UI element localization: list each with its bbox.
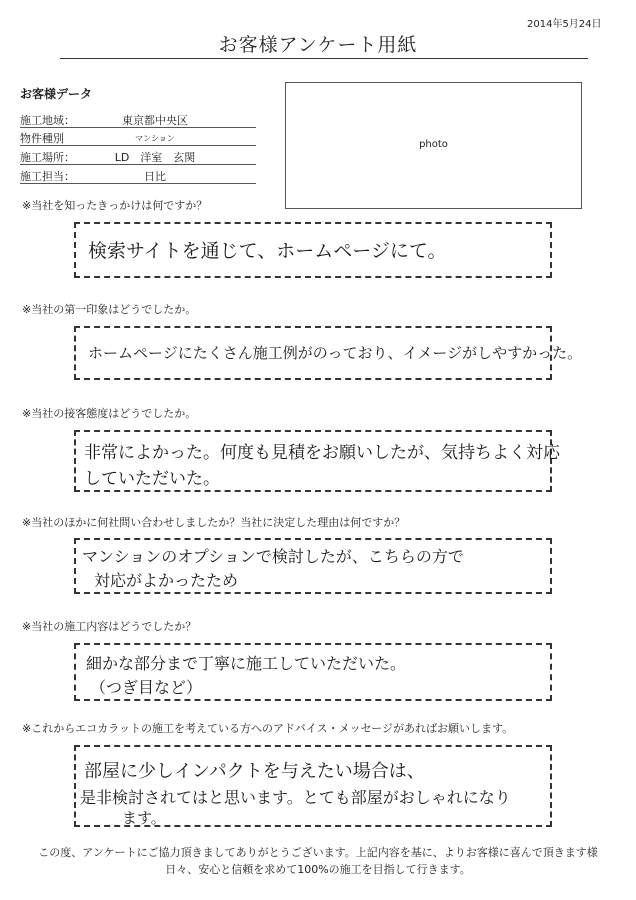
question-1: ※当社を知ったきっかけは何ですか？: [22, 199, 208, 212]
footer-line-2: 日々、安心と信頼を求めて100%の施工を目指して行きます。: [165, 863, 471, 876]
customer-data-heading: お客様データ: [20, 87, 93, 101]
row-divider: [20, 183, 256, 184]
question-2: ※当社の第一印象はどうでしたか。: [22, 303, 197, 316]
row-value-staff: 日比: [144, 170, 166, 183]
answer-3-line-1: 非常によかった。何度も見積をお願いしたが、気持ちよく対応: [84, 443, 560, 463]
answer-box-4: [74, 538, 552, 594]
photo-label: photo: [419, 139, 448, 150]
answer-box-3: [74, 430, 560, 492]
answer-5-line-1: 細かな部分まで丁寧に施工していただいた。: [86, 654, 407, 673]
question-6: ※これからエコカラットの施工を考えている方へのアドバイス・メッセージがあればお願いします。: [22, 722, 514, 735]
question-3: ※当社の接客態度はどうでしたか。: [22, 407, 197, 420]
row-divider: [20, 145, 256, 146]
answer-6-line-3: ます。: [122, 809, 166, 827]
row-divider: [20, 164, 256, 165]
row-label-area: 施工地域：: [20, 114, 75, 127]
page-title: お客様アンケート用紙: [218, 34, 418, 56]
answer-box-1: [74, 222, 552, 278]
question-5: ※当社の施工内容はどうでしたか？: [22, 620, 197, 633]
question-4: ※当社のほかに何社問い合わせしましたか？当社に決定した理由は何ですか？: [22, 516, 406, 529]
row-value-property-type: マンション: [135, 134, 175, 143]
row-value-location: LD 洋室 玄関: [114, 151, 196, 164]
answer-box-2: [74, 326, 583, 380]
answer-box-6: [74, 745, 552, 827]
title-underline: [60, 58, 588, 59]
answer-1-line-1: 検索サイトを通じて、ホームページにて。: [88, 240, 447, 262]
footer-line-1: この度、アンケートにご協力頂きましてありがとうございます。上記内容を基に、よりお客様に喜んで頂きます様: [38, 846, 598, 859]
row-label-staff: 施工担当：: [20, 170, 75, 183]
answer-4-line-2: 対応がよかったため: [94, 571, 239, 590]
answer-2-line-1: ホームページにたくさん施工例がのっており、イメージがしやすかった。: [88, 344, 583, 362]
row-label-property-type: 物件種別: [20, 132, 64, 145]
row-label-location: 施工場所：: [20, 151, 75, 164]
answer-5-line-2: （つぎ目など）: [90, 678, 203, 697]
answer-4-line-1: マンションのオプションで検討したが、こちらの方で: [82, 547, 464, 566]
row-divider: [20, 127, 256, 128]
answer-6-line-2: 是非検討されてはと思います。とても部屋がおしゃれになり: [80, 788, 511, 807]
answer-box-5: [74, 643, 552, 701]
row-value-area: 東京都中央区: [122, 114, 188, 127]
answer-6-line-1: 部屋に少しインパクトを与えたい場合は、: [84, 761, 425, 782]
survey-date: 2014年5月24日: [527, 19, 602, 30]
answer-3-line-2: していただいた。: [84, 469, 220, 489]
photo-frame: [285, 82, 582, 209]
